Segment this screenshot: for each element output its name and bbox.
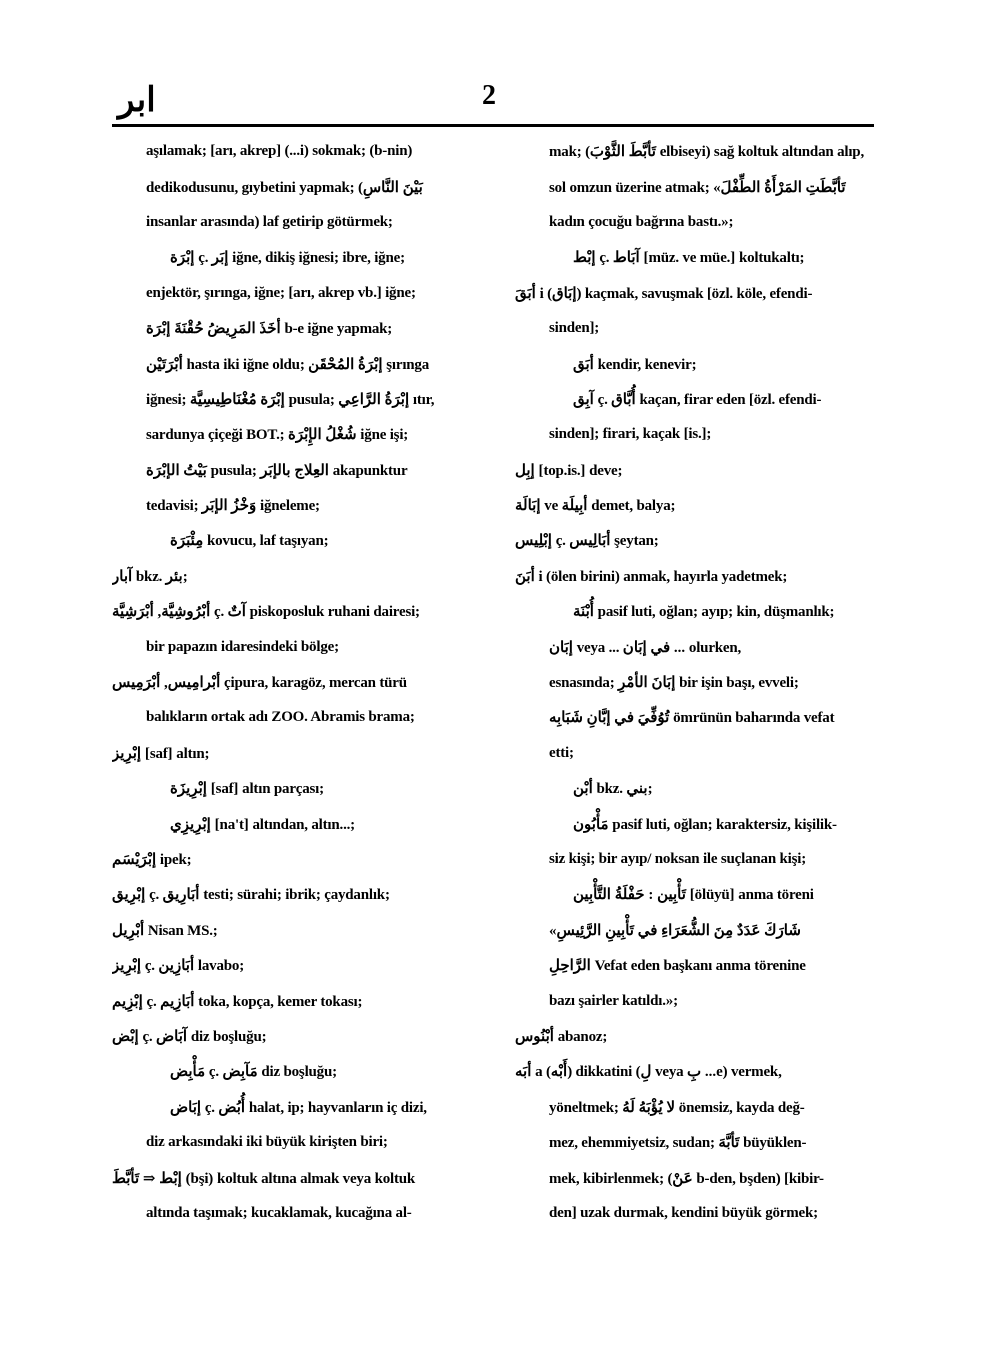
entry-line: أبْرامِيس, أبْرَمِيس çipura, karagöz, mercan türü	[112, 675, 407, 692]
entry-line: bir papazın idaresindeki bölge;	[146, 638, 339, 655]
entry-line: kadın çocuğu bağrına bastı.»;	[549, 213, 734, 230]
entry-line: إبْرِيق ç. أبَارِيق testi; sürahi; ibrik; çaydanlık;	[112, 887, 390, 904]
running-headword: ابر	[118, 82, 156, 119]
entry-line: إبْلِيس ç. أبَالِيس şeytan;	[515, 533, 659, 550]
entry-line: altında taşımak; kucaklamak, kucağına al-	[146, 1204, 412, 1221]
entry-line: tedavisi; وَخْزُ الإبَر iğneleme;	[146, 498, 320, 515]
entry-line: أبْنُوس abanoz;	[515, 1028, 608, 1045]
entry-line: آبِق ç. أُبَّاق kaçan, firar eden [özl. efendi-	[573, 391, 822, 408]
entry-line: aşılamak; [arı, akrep] (...i) sokmak; (b-nin)	[146, 143, 413, 160]
page-number: 2	[482, 80, 496, 111]
entry-line: den] uzak durmak, kendini büyük görmek;	[549, 1204, 818, 1221]
entry-line: أبَق kendir, kenevir;	[573, 356, 697, 373]
entry-line: sinden];	[549, 320, 600, 337]
entry-line: balıkların ortak adı ZOO. Abramis brama;	[146, 709, 415, 726]
entry-line: enjektör, şırınga, iğne; [arı, akrep vb.] iğne;	[146, 284, 416, 301]
entry-line: إبْض ç. آبَاض diz boşluğu;	[112, 1028, 267, 1045]
header-rule	[112, 124, 874, 127]
entry-line: إبْرِيزَة [saf] altın parçası;	[170, 781, 324, 798]
entry-line: إبَالَة ve أبِيلَة demet, balya;	[515, 498, 676, 515]
entry-line: الرَّاحِلِ Vefat eden başkanı anma törenine	[549, 958, 806, 975]
entry-line: إبْرِيز [saf] altın;	[112, 745, 210, 762]
entry-line: إبْط ⇒ تَأبَّطَ (bşi) koltuk altına almak veya koltuk	[112, 1170, 416, 1187]
entry-line: أُبْنَة pasif luti, oğlan; ayıp; kin, düşmanlık;	[573, 604, 835, 621]
entry-line: إبِل [top.is.] deve;	[515, 462, 623, 479]
entry-line: yöneltmek; لا يُؤْبَهُ لَهُ önemsiz, kayda değ-	[549, 1099, 805, 1116]
entry-line: sardunya çiçeği BOT.; شُغْلُ الإِبْرَة iğne işi;	[146, 427, 409, 444]
left-column	[112, 134, 492, 1231]
entry-line: إبْط ç. آبَاط [müz. ve müe.] koltukaltı;	[573, 250, 805, 267]
entry-line: mek, kibirlenmek; (عَنْ b-den, bşden) [kibir-	[549, 1170, 824, 1187]
entry-line: إبْرِيز ç. أبَازِين lavabo;	[112, 958, 244, 975]
entry-line: مَأْبُون pasif luti, oğlan; karaktersiz, kişilik-	[573, 816, 837, 833]
entry-line: insanlar arasında) laf getirip götürmek;	[146, 213, 393, 230]
entry-line: إبْرَة ç. إبَر iğne, dikiş iğnesi; ibre, iğne;	[170, 250, 405, 267]
entry-line: أبْرُوشِيَّة, أبْرَشِيَّة ç. آتٌ piskoposluk ruhani dairesi;	[112, 604, 420, 621]
entry-line: أبْن bkz. بني;	[573, 781, 653, 798]
right-column	[515, 134, 875, 1231]
entry-line: أبَقَ i (إبَاق) kaçmak, savuşmak [özl. köle, efendi-	[515, 285, 813, 302]
entry-line: diz arkasındaki iki büyük kirişten biri;	[146, 1134, 388, 1151]
entry-line: تُوُفِّيَ في إبَّانِ شَبَابِه ömrünün baharında vefat	[549, 710, 835, 727]
entry-line: إبْرِيزِي [na't] altından, altın...;	[170, 816, 355, 833]
entry-line: أبْرَتَيْن hasta iki iğne oldu; إبْرَةُ المُحْقَن şırınga	[146, 356, 430, 373]
entry-line: آبار bkz. بئر;	[112, 568, 188, 585]
entry-line: «شَارَكَ عَدَدٌ مِنَ الشُّعَرَاءِ في تَأْبِينِ الرَّئِيسِ	[549, 922, 801, 939]
entry-line: مِئْبَرَة kovucu, laf taşıyan;	[170, 533, 329, 550]
entry-line: إبْزِيم ç. أبَازِيم toka, kopça, kemer tokası;	[112, 993, 363, 1010]
entry-line: siz kişi; bir ayıp/ noksan ile suçlanan kişi;	[549, 851, 807, 867]
entry-line: mak; (تَأبَّطَ الثَّوْبَ elbiseyi) sağ koltuk altından alıp,	[549, 144, 864, 161]
entry-line: sinden]; firari, kaçak [is.];	[549, 426, 712, 443]
entry-line: mez, ehemmiyetsiz, sudan; تَأبَّهَ büyüklen-	[549, 1135, 807, 1152]
entry-line: iğnesi; إبْرَة مُغْنَاطِيسِيَّة pusula; إبْرَةُ الرَّاعِي ıtır,	[146, 391, 435, 408]
entry-line: bazı şairler katıldı.»;	[549, 992, 678, 1009]
entry-line: إبَان veya ... في إبَان ... olurken,	[549, 639, 742, 656]
entry-line: إبْرَيْسَم ipek;	[112, 852, 192, 868]
entry-line: etti;	[549, 744, 574, 761]
entry-line: أبْرِيل Nisan MS.;	[112, 922, 218, 939]
entry-line: sol omzun üzerine atmak; «تَأبَّطَتِ المَرْأَةُ الطِّفْلَ	[549, 179, 846, 196]
entry-line: dedikodusunu, gıybetini yapmak; (بَيْنَ النَّاسِ	[146, 179, 423, 196]
entry-line: أبَه a (أَبْه) dikkatini (لِ veya بِ ...e) vermek,	[515, 1064, 782, 1081]
entry-line: مَأْبِض ç. مَآبِض diz boşluğu;	[170, 1064, 337, 1081]
entry-line: أخَذَ المَرِيضُ حُقْنَةَ إبْرَة b-e iğne yapmak;	[146, 321, 393, 338]
entry-line: إبَاض ç. أُبُض halat, ip; hayvanların iç dizi,	[170, 1099, 427, 1116]
entry-line: esnasında; إبَانَ الأمْرِ bir işin başı, evveli;	[549, 675, 799, 692]
entry-line: أبَنَ i (ölen birini) anmak, hayırla yadetmek;	[515, 568, 788, 585]
entry-line: بَيْتُ الإبْرَة pusula; العِلاج بالإبَر akapunktur	[146, 462, 408, 479]
entry-line: تَأْبِين : حَفْلَةُ التَّأْبِين [ölüyü] anma töreni	[573, 887, 814, 904]
